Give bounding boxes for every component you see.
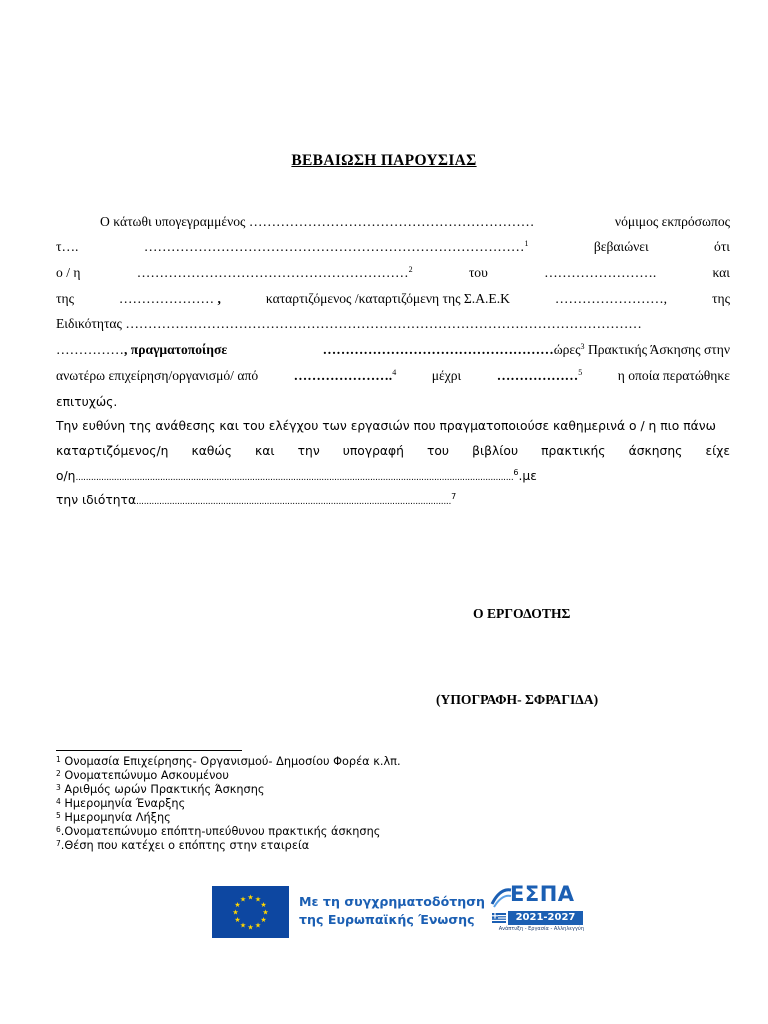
eu-stars-icon bbox=[212, 886, 289, 938]
espa-swoosh-icon bbox=[490, 886, 512, 908]
text-segment: και bbox=[255, 444, 275, 458]
footnote-text: .Ονοματεπώνυμο επόπτη-υπεύθυνου πρακτικής άσκησης bbox=[60, 825, 381, 838]
text-segment: .με bbox=[518, 469, 537, 483]
text-segment: του bbox=[468, 265, 488, 280]
text-segment: βεβαιώνει bbox=[593, 239, 649, 254]
fill-in-blank: …………………………………………………… bbox=[136, 265, 409, 280]
body-line-12 bbox=[56, 491, 730, 511]
body-line-9: Την ευθύνη της ανάθεσης και του ελέγχου των εργασιών που πραγματοποιούσε καθημερινά ο / η πιο πάνω bbox=[56, 419, 716, 433]
cofunding-line-2: της Ευρωπαϊκής Ένωσης bbox=[299, 912, 475, 927]
text-segment: πρακτικής bbox=[541, 444, 606, 458]
document-title: ΒΕΒΑΙΩΣΗ ΠΑΡΟΥΣΙΑΣ bbox=[291, 152, 477, 169]
text-segment: άσκησης bbox=[628, 444, 683, 458]
footnote-text: Ημερομηνία Έναρξης bbox=[60, 797, 186, 810]
employer-label: Ο ΕΡΓΟΔΟΤΗΣ bbox=[473, 606, 571, 621]
espa-wordmark: ΕΣΠΑ bbox=[510, 882, 575, 906]
eu-star-icon: ★ bbox=[260, 916, 267, 924]
text-segment: καταρτιζόμενος /καταρτιζόμενη της Σ.Α.Ε.Κ bbox=[265, 291, 510, 306]
text-segment: βιβλίου bbox=[472, 444, 519, 458]
body-line-7 bbox=[56, 367, 730, 385]
fill-in-blank: ........................................................................................................................................................................... bbox=[75, 473, 514, 483]
eu-star-icon: ★ bbox=[262, 908, 269, 917]
eu-star-icon: ★ bbox=[234, 916, 241, 924]
footnote-ref: 2 bbox=[408, 265, 413, 274]
body-line-8: επιτυχώς. bbox=[56, 395, 118, 409]
fill-in-blank: ………………… bbox=[118, 291, 215, 306]
footnote-ref: 5 bbox=[578, 368, 583, 377]
text-segment: η οποία περατώθηκε bbox=[617, 368, 730, 383]
fill-in-blank: ........................................................................................................................... bbox=[136, 497, 452, 507]
body-line-11 bbox=[56, 467, 730, 487]
espa-period-badge: 2021-2027 bbox=[508, 911, 583, 925]
eu-funding-logo-bar bbox=[212, 882, 584, 938]
footnote-number: 7 bbox=[56, 839, 61, 848]
eu-star-icon: ★ bbox=[260, 901, 267, 909]
cofunding-line-1: Με τη συγχρηματοδότηση bbox=[299, 894, 485, 909]
text-segment: , bbox=[217, 291, 221, 306]
text-segment: μέχρι bbox=[431, 368, 462, 383]
espa-slogan: Ανάπτυξη - Εργασία - Αλληλεγγύη bbox=[498, 926, 584, 932]
signature-stamp-label: (ΥΠΟΓΡΑΦΗ- ΣΦΡΑΓΙΔΑ) bbox=[436, 692, 599, 707]
footnote-text: Αριθμός ωρών Πρακτικής Άσκησης bbox=[60, 783, 265, 796]
text-segment: και bbox=[712, 265, 730, 280]
eu-star-icon: ★ bbox=[247, 923, 254, 932]
footnote-text: .Θέση που κατέχει ο επόπτης στην εταιρεία bbox=[60, 839, 310, 852]
eu-star-icon: ★ bbox=[254, 921, 262, 930]
footnote-number: 2 bbox=[56, 769, 61, 778]
fill-in-blank: …………… bbox=[56, 342, 124, 357]
footnote-number: 1 bbox=[56, 755, 61, 764]
footnote-text: Ονομασία Επιχείρησης- Οργανισμού- Δημοσίου Φορέα κ.λπ. bbox=[60, 755, 401, 768]
body-line-10 bbox=[56, 442, 730, 460]
fill-in-blank: ……………………. bbox=[544, 265, 657, 280]
footnote-2 bbox=[56, 769, 229, 783]
text-segment: νόμιμος εκπρόσωπος bbox=[614, 214, 730, 229]
eu-star-icon: ★ bbox=[239, 921, 247, 930]
body-line-5 bbox=[56, 315, 730, 333]
footnote-3 bbox=[56, 783, 265, 797]
footnote-1 bbox=[56, 755, 401, 769]
text-segment: ο / η bbox=[56, 265, 81, 280]
footnote-number: 3 bbox=[56, 783, 61, 792]
text-segment: τ…. bbox=[56, 239, 79, 254]
body-line-1 bbox=[56, 213, 730, 231]
text-segment: του bbox=[427, 444, 450, 458]
text-segment: την ιδιότητα bbox=[56, 493, 137, 507]
eu-flag-icon bbox=[212, 886, 289, 938]
text-segment: ανωτέρω επιχείρηση/οργανισμό/ από bbox=[56, 368, 259, 383]
text-segment: καταρτιζόμενος/η bbox=[56, 444, 169, 458]
text-segment: Ο κάτωθι υπογεγραμμένος bbox=[100, 214, 246, 229]
eu-star-icon: ★ bbox=[239, 895, 247, 904]
espa-logo bbox=[490, 882, 584, 938]
eu-star-icon: ★ bbox=[232, 908, 239, 917]
footnote-7 bbox=[56, 839, 309, 853]
footnote-number: 6 bbox=[56, 825, 61, 834]
footnote-ref: 7 bbox=[451, 492, 457, 501]
fill-in-blank: ……………………………………………………… bbox=[248, 214, 535, 229]
body-line-4 bbox=[56, 290, 730, 308]
text-segment: , πραγματοποίησε bbox=[123, 342, 228, 357]
fill-in-blank: ………………………………………………………………………… bbox=[143, 239, 525, 254]
footnote-ref: 3 bbox=[580, 342, 585, 351]
footnote-text: Ονοματεπώνυμο Ασκουμένου bbox=[60, 769, 229, 782]
body-line-2 bbox=[56, 238, 730, 256]
footnote-number: 5 bbox=[56, 811, 61, 820]
eu-star-icon: ★ bbox=[234, 901, 241, 909]
body-line-3 bbox=[56, 264, 730, 282]
text-segment: της bbox=[712, 291, 730, 306]
text-segment: ο/η bbox=[56, 469, 76, 483]
fill-in-blank: …………………………………………… bbox=[322, 342, 554, 357]
footnote-ref: 6 bbox=[513, 468, 519, 477]
fill-in-blank: ……………… bbox=[496, 368, 579, 383]
footnote-number: 4 bbox=[56, 797, 61, 806]
text-segment: ώρες bbox=[553, 342, 581, 357]
footnote-5 bbox=[56, 811, 171, 825]
text-segment: ότι bbox=[714, 239, 730, 254]
text-segment: υπογραφή bbox=[342, 444, 404, 458]
footnote-text: Ημερομηνία Λήξης bbox=[60, 811, 171, 824]
text-segment: την bbox=[297, 444, 320, 458]
fill-in-blank: …………………. bbox=[293, 368, 393, 383]
footnote-ref: 1 bbox=[524, 239, 529, 248]
footnote-ref: 4 bbox=[392, 368, 397, 377]
text-segment: είχε bbox=[705, 444, 730, 458]
text-segment: καθώς bbox=[191, 444, 232, 458]
footnote-6 bbox=[56, 825, 380, 839]
text-segment: Ειδικότητας bbox=[56, 316, 122, 331]
eu-star-icon: ★ bbox=[247, 893, 254, 902]
eu-star-icon: ★ bbox=[254, 895, 262, 904]
body-line-6 bbox=[56, 341, 730, 359]
fill-in-blank: ……………………, bbox=[554, 291, 668, 306]
greek-flag-icon bbox=[492, 913, 506, 923]
footnote-4 bbox=[56, 797, 185, 811]
text-segment: Πρακτικής Άσκησης στην bbox=[587, 342, 730, 357]
footnote-separator bbox=[56, 750, 242, 751]
text-segment: της bbox=[56, 291, 74, 306]
fill-in-blank: …………………………………………………………………………………………………… bbox=[125, 316, 642, 331]
cofunding-text bbox=[299, 893, 485, 929]
